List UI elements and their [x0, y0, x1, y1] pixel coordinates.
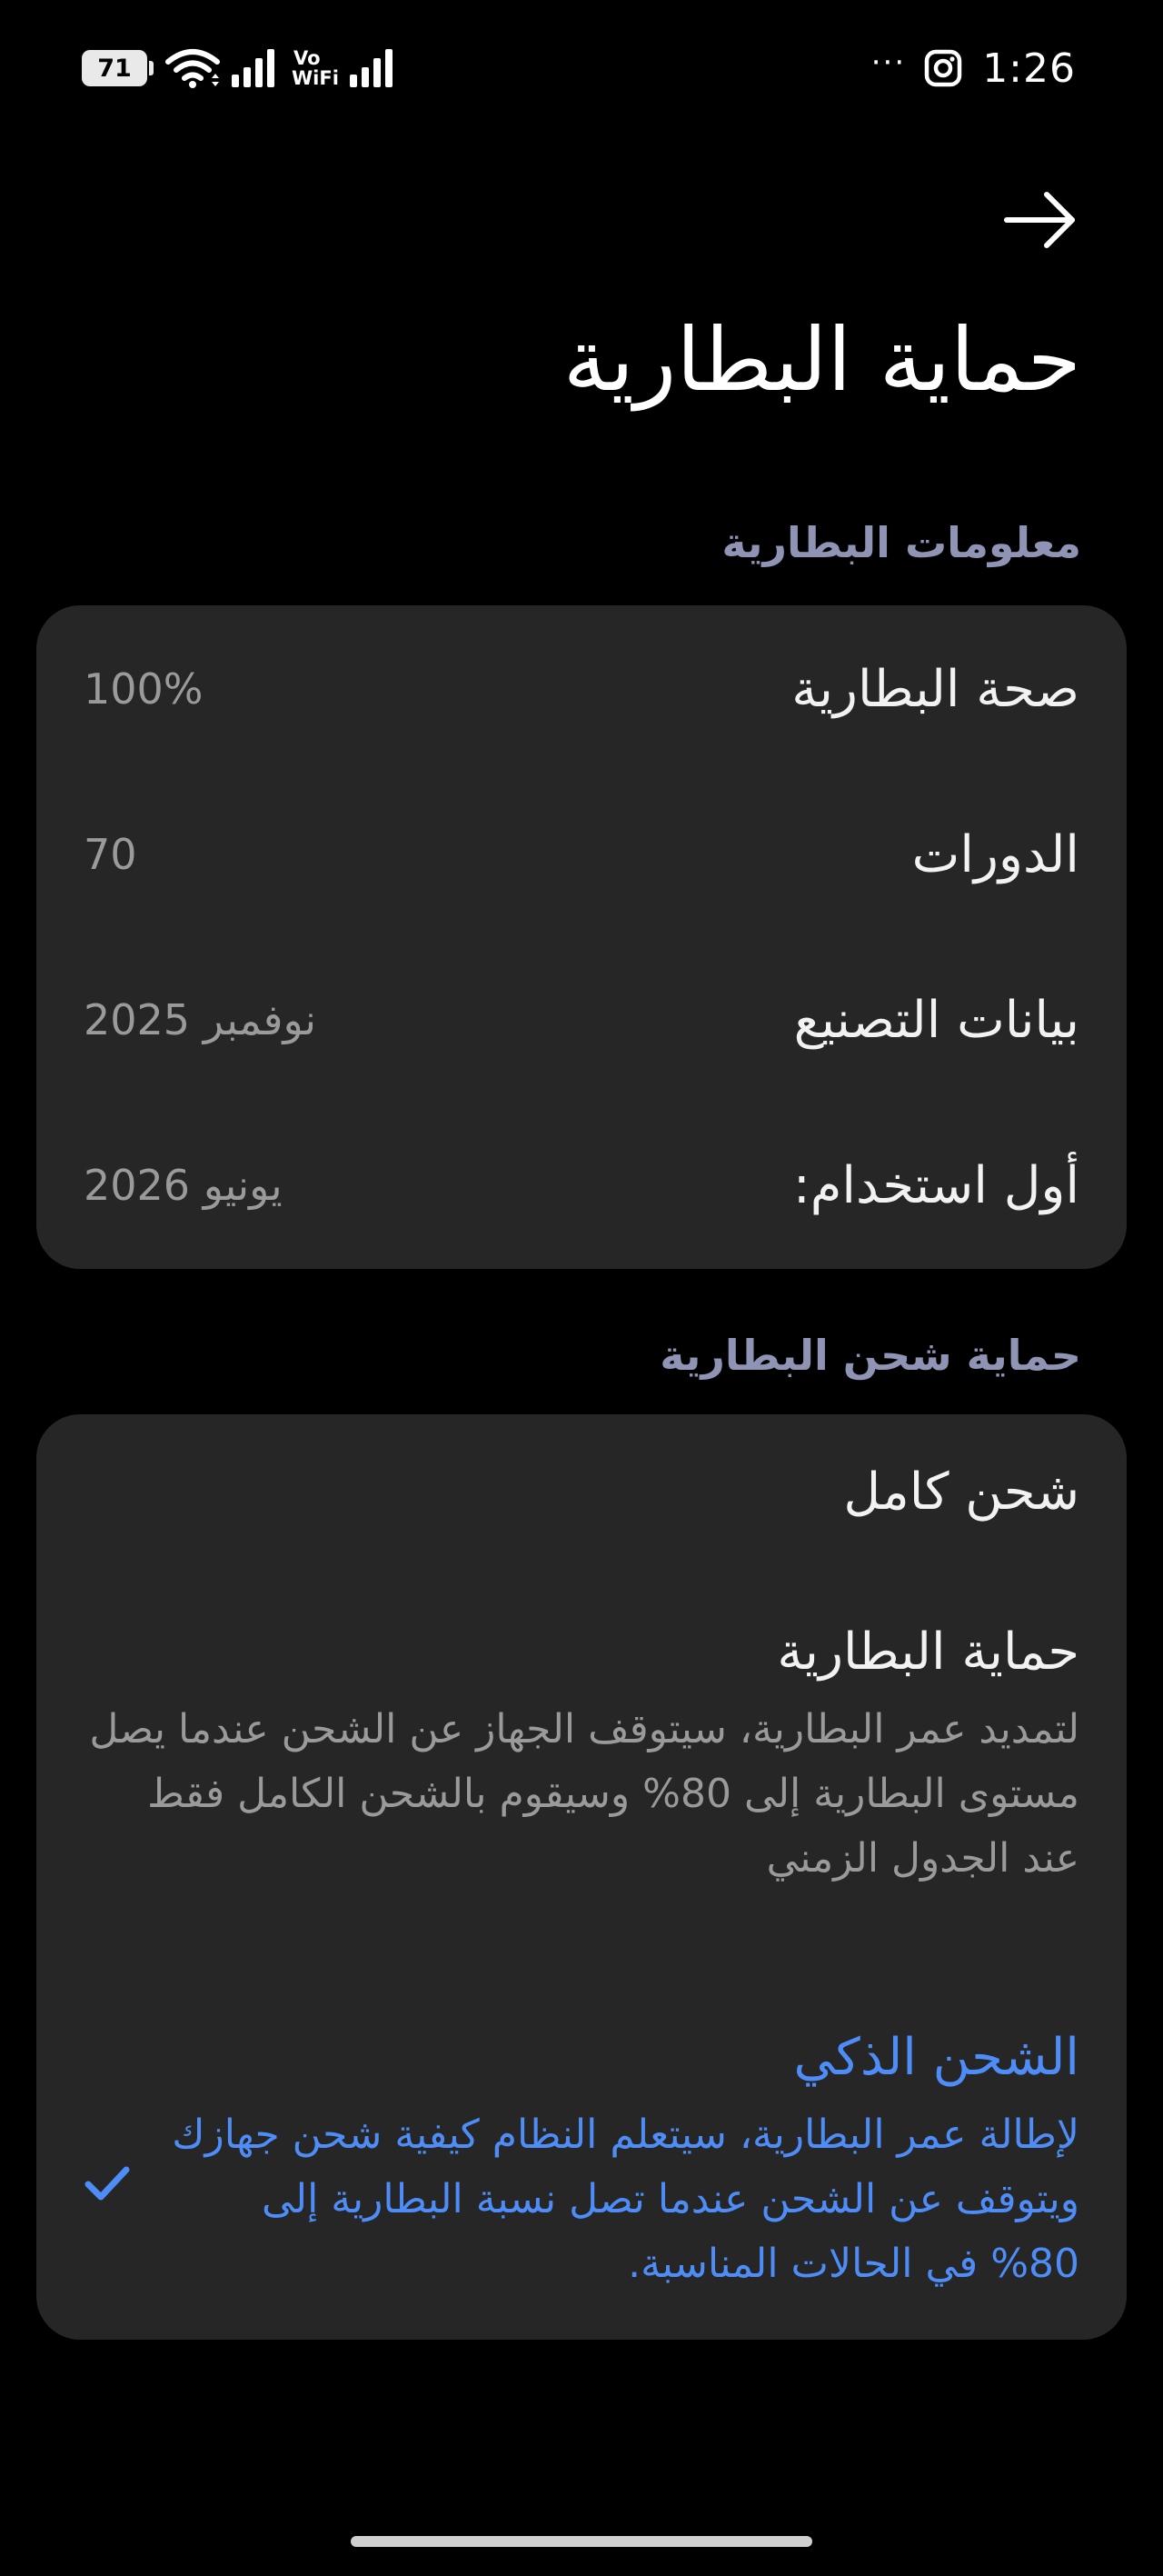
- signal-icon: [232, 47, 279, 89]
- signal-icon: [350, 47, 397, 89]
- option-description: لتمديد عمر البطارية، سيتوقف الجهاز عن الشحن عندما يصل مستوى البطارية إلى 80% وسيقوم بالشحن الكامل فقط عند الجدول الزمني: [89, 1706, 1079, 1882]
- charging-protection-card: [36, 1414, 1127, 2340]
- info-value: نوفمبر 2025: [84, 995, 317, 1044]
- battery-level-indicator: [82, 50, 147, 86]
- page-title: حماية البطارية: [562, 309, 1081, 411]
- status-bar: [82, 36, 1076, 100]
- option-description: لإطالة عمر البطارية، سيتعلم النظام كيفية شحن جهازك ويتوقف عن الشحن عندما تصل نسبة البطارية إلى 80% في الحالات المناسبة.: [172, 2112, 1079, 2288]
- battery-info-card: [36, 605, 1127, 1269]
- option-smart-charging[interactable]: [84, 2027, 1079, 2296]
- info-row-health: [84, 644, 1079, 734]
- option-title: الشحن الذكي: [793, 2028, 1079, 2087]
- info-value: 70: [84, 830, 137, 879]
- section-header-charging-protection: حماية شحن البطارية: [660, 1331, 1081, 1380]
- status-left-group: [82, 47, 397, 89]
- home-indicator[interactable]: [351, 2536, 812, 2547]
- info-label: بيانات التصنيع: [793, 990, 1079, 1050]
- info-label: أول استخدام:: [792, 1155, 1079, 1215]
- option-battery-protection[interactable]: [84, 1622, 1079, 1891]
- info-value: يونيو 2026: [84, 1161, 283, 1210]
- more-icon: ···: [870, 45, 907, 81]
- option-full-charge[interactable]: [84, 1462, 1079, 1523]
- clock: 1:26: [982, 45, 1076, 92]
- arrow-right-icon[interactable]: [1001, 187, 1079, 253]
- checkmark-icon: [84, 2165, 131, 2202]
- info-label: الدورات: [911, 824, 1079, 884]
- info-row-first-use: [84, 1140, 1079, 1231]
- vowifi-label-bottom: WiFi: [292, 67, 339, 89]
- option-title: شحن كامل: [843, 1463, 1079, 1522]
- option-title: حماية البطارية: [777, 1622, 1079, 1682]
- vowifi-icon: [292, 48, 339, 88]
- vowifi-label-top: Vo: [293, 47, 321, 69]
- status-right-group: [871, 45, 1076, 92]
- info-row-manufacture-date: [84, 974, 1079, 1065]
- info-row-cycles: [84, 809, 1079, 900]
- info-label: صحة البطارية: [791, 659, 1079, 719]
- battery-icon: [82, 50, 154, 86]
- wifi-icon: [164, 47, 221, 89]
- battery-cap: [149, 61, 154, 75]
- instagram-icon: [924, 49, 962, 87]
- info-value: 100%: [84, 664, 204, 714]
- section-header-battery-info: معلومات البطارية: [721, 518, 1081, 567]
- battery-level: 71: [97, 54, 132, 83]
